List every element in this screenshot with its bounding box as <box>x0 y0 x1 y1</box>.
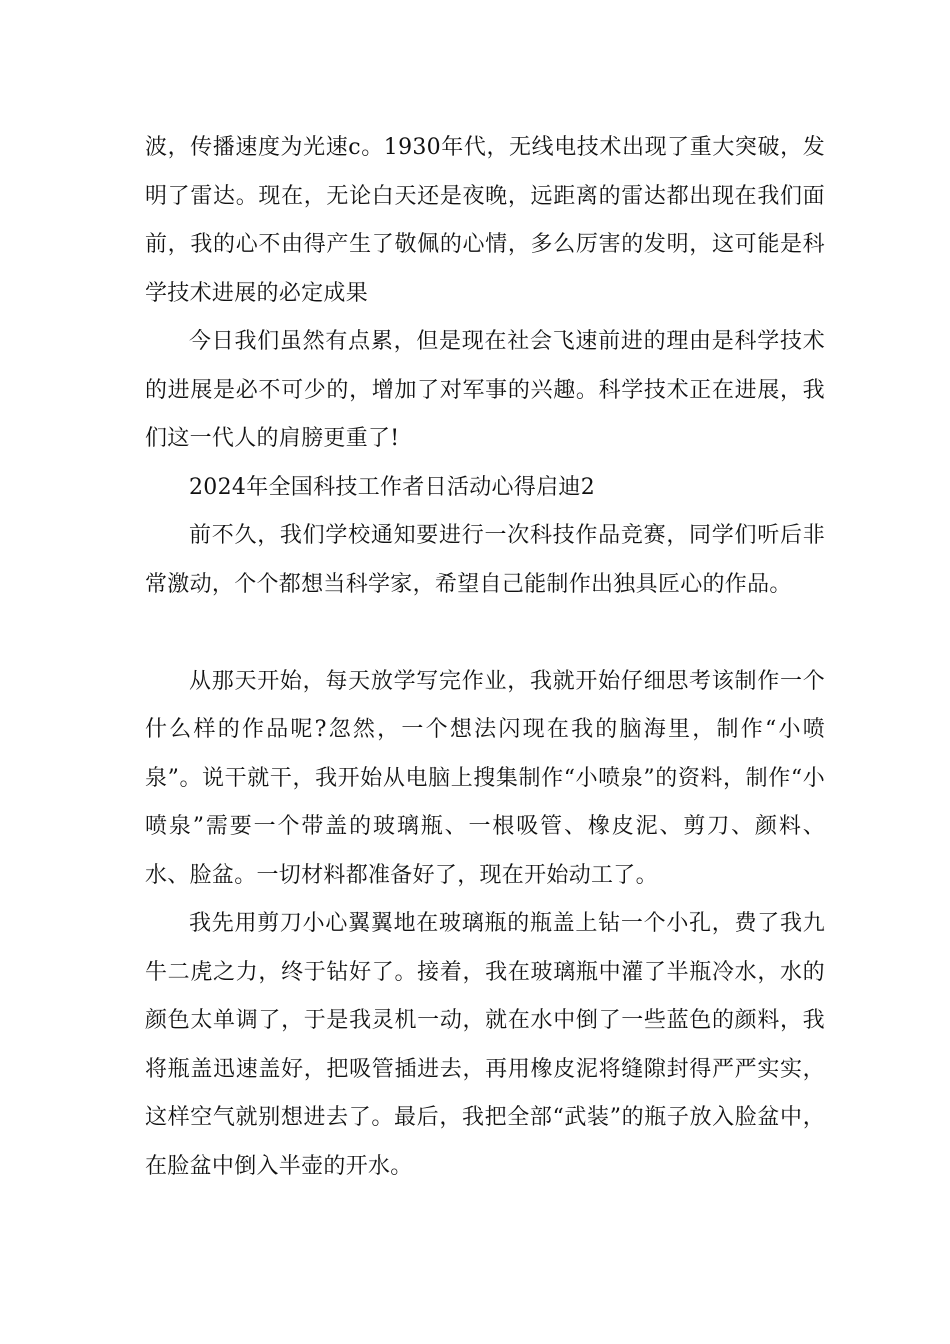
paragraph-fountain-making: 我先用剪刀小心翼翼地在玻璃瓶的瓶盖上钻一个小孔，费了我九牛二虎之力，终于钻好了。接着，我在玻璃瓶中灌了半瓶冷水，水的颜色太单调了，于是我灵机一动，就在水中倒了一些蓝色的颜料，我将瓶盖迅速盖好，把吸管插进去，再用橡皮泥将缝隙封得严严实实，这样空气就别想进去了。最后，我把全部“武装”的瓶子放入脸盆中，在脸盆中倒入半壶的开水。 <box>145 911 825 1179</box>
paragraph-fountain-idea: 从那天开始，每天放学写完作业，我就开始仔细思考该制作一个什么样的作品呢?忽然，一个想法闪现在我的脑海里，制作“小喷泉”。说干就干，我开始从电脑上搜集制作“小喷泉”的资料，制作“小喷泉”需要一个带盖的玻璃瓶、一根吸管、橡皮泥、剪刀、颜料、水、脸盆。一切材料都准备好了，现在开始动工了。 <box>145 668 825 888</box>
paragraph-radar-history: 波，传播速度为光速c。1930年代，无线电技术出现了重大突破，发明了雷达。现在，无论白天还是夜晚，远距离的雷达都出现在我们面前，我的心不由得产生了敬佩的心情，多么厉害的发明，这可能是科学技术进展的必定成果 <box>145 135 825 306</box>
paragraph-science-progress: 今日我们虽然有点累，但是现在社会飞速前进的理由是科学技术的进展是必不可少的，增加了对军事的兴趣。科学技术正在进展，我们这一代人的肩膀更重了! <box>145 329 825 451</box>
section-heading: 2024年全国科技工作者日活动心得启迪2 <box>189 474 595 500</box>
paragraph-spacer <box>145 609 825 658</box>
document-body <box>145 124 825 1191</box>
paragraph-competition-notice: 前不久，我们学校通知要进行一次科技作品竞赛，同学们听后非常激动，个个都想当科学家，希望自己能制作出独具匠心的作品。 <box>145 523 825 597</box>
